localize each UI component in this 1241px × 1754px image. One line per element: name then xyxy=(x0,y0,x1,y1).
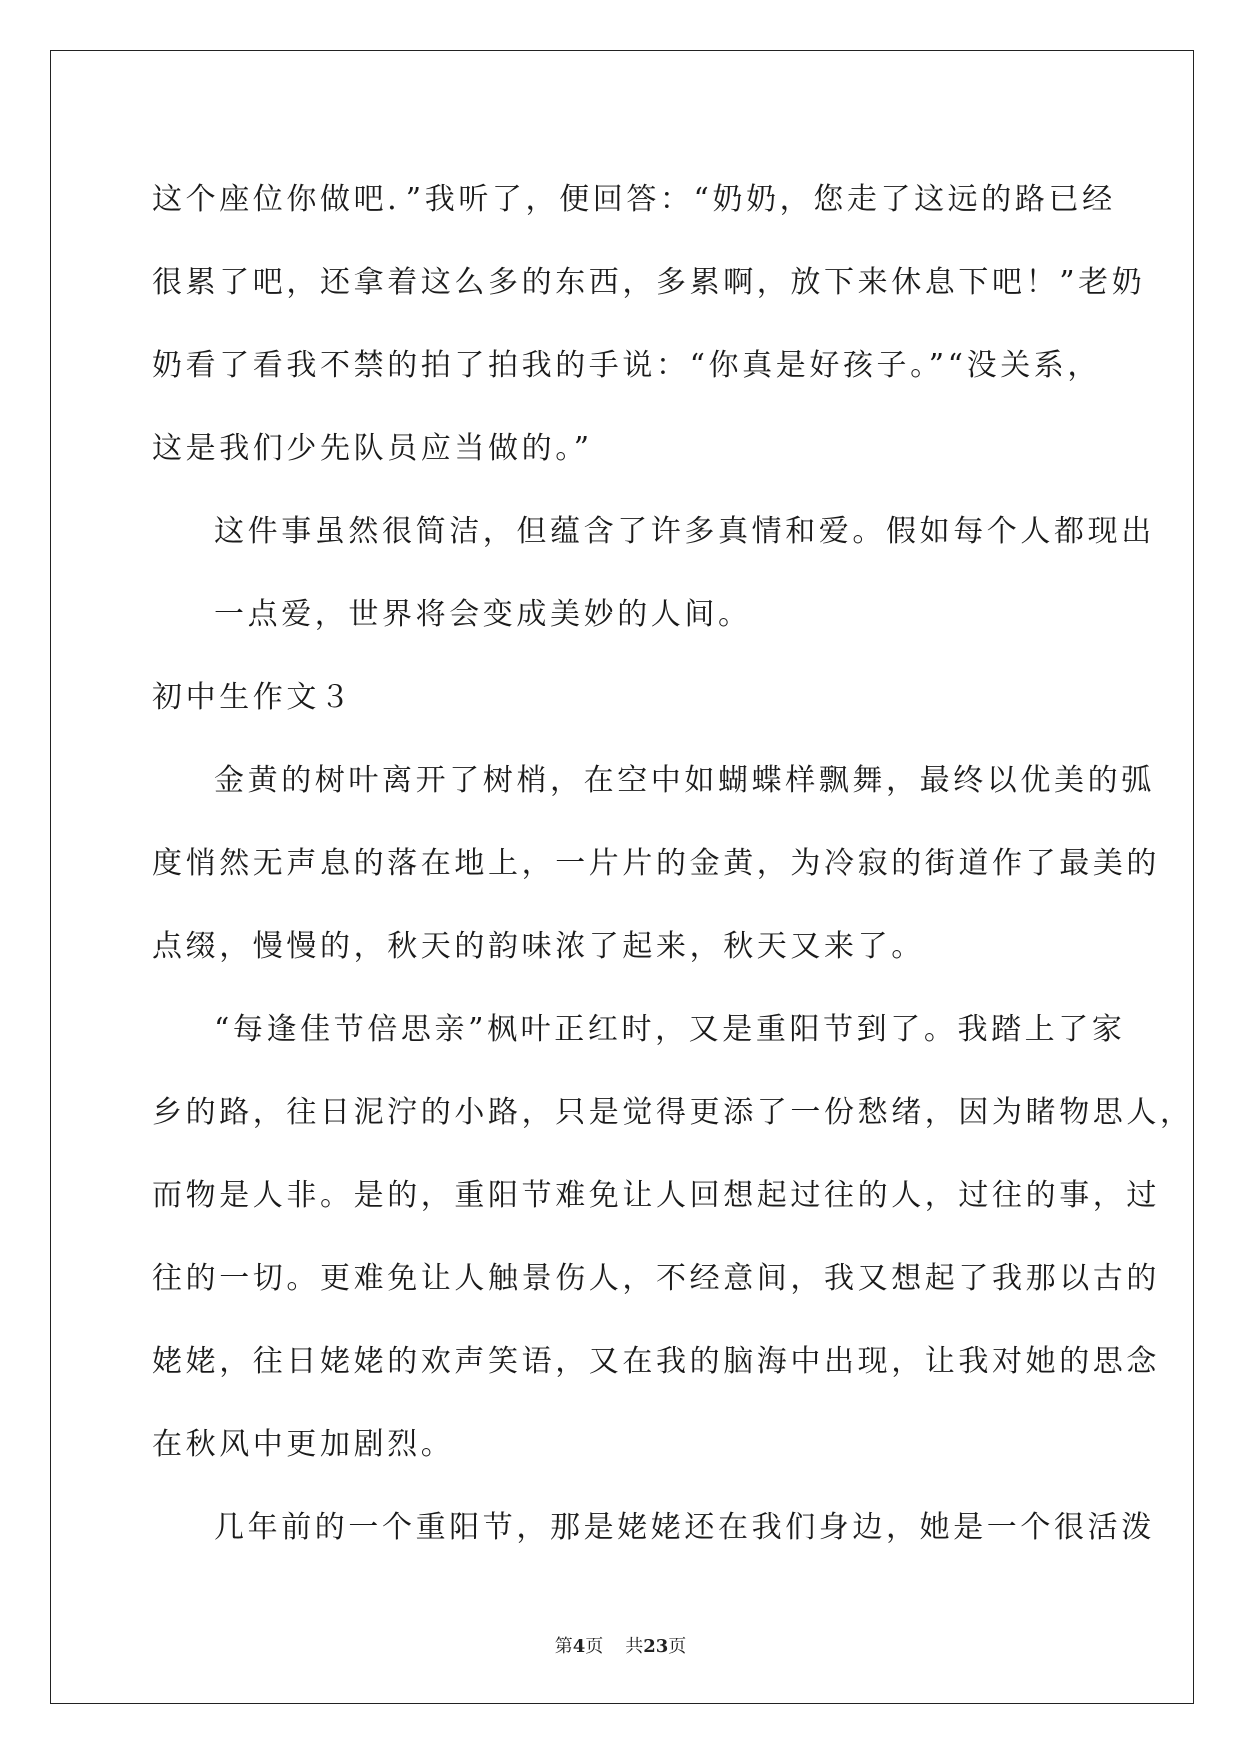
text-line: 点缀，慢慢的，秋天的韵味浓了起来，秋天又来了。 xyxy=(152,929,925,964)
page-number: 4 xyxy=(572,1636,586,1657)
text-line: 乡的路，往日泥泞的小路，只是觉得更添了一份愁绪，因为睹物思人， xyxy=(152,1095,1194,1130)
text-line: 金黄的树叶离开了树梢，在空中如蝴蝶样飘舞，最终以优美的弧 xyxy=(214,763,1155,798)
page-footer xyxy=(0,1632,1241,1658)
text-line: 这是我们少先队员应当做的。” xyxy=(152,431,593,466)
text-line: 一点爱，世界将会变成美妙的人间。 xyxy=(214,597,752,632)
text-line: 很累了吧，还拿着这么多的东西，多累啊，放下来休息下吧！”老奶 xyxy=(152,265,1146,300)
text-line: “每逢佳节倍思亲”枫叶正红时，又是重阳节到了。我踏上了家 xyxy=(214,1012,1126,1047)
section-heading: 初中生作文３ xyxy=(152,680,354,715)
total-suffix: 页 xyxy=(668,1636,687,1657)
text-line: 几年前的一个重阳节，那是姥姥还在我们身边，她是一个很活泼 xyxy=(214,1510,1155,1545)
document-body xyxy=(152,158,1194,1569)
text-line: 这个座位你做吧．”我听了，便回答：“奶奶，您走了这远的路已经 xyxy=(152,182,1116,217)
total-pages: 23 xyxy=(643,1636,669,1657)
total-prefix: 共 xyxy=(625,1636,644,1657)
text-line: 度悄然无声息的落在地上，一片片的金黄，为冷寂的街道作了最美的 xyxy=(152,846,1160,881)
text-line: 姥姥，往日姥姥的欢声笑语，又在我的脑海中出现，让我对她的思念 xyxy=(152,1344,1160,1379)
page-prefix: 第 xyxy=(554,1636,573,1657)
text-line: 这件事虽然很简洁，但蕴含了许多真情和爱。假如每个人都现出 xyxy=(214,514,1155,549)
text-line: 在秋风中更加剧烈。 xyxy=(152,1427,455,1462)
text-line: 而物是人非。是的，重阳节难免让人回想起过往的人，过往的事，过 xyxy=(152,1178,1160,1213)
text-line: 往的一切。更难免让人触景伤人，不经意间，我又想起了我那以古的 xyxy=(152,1261,1160,1296)
text-line: 奶看了看我不禁的拍了拍我的手说：“你真是好孩子。”“没关系， xyxy=(152,348,1102,383)
page-suffix: 页 xyxy=(585,1636,604,1657)
